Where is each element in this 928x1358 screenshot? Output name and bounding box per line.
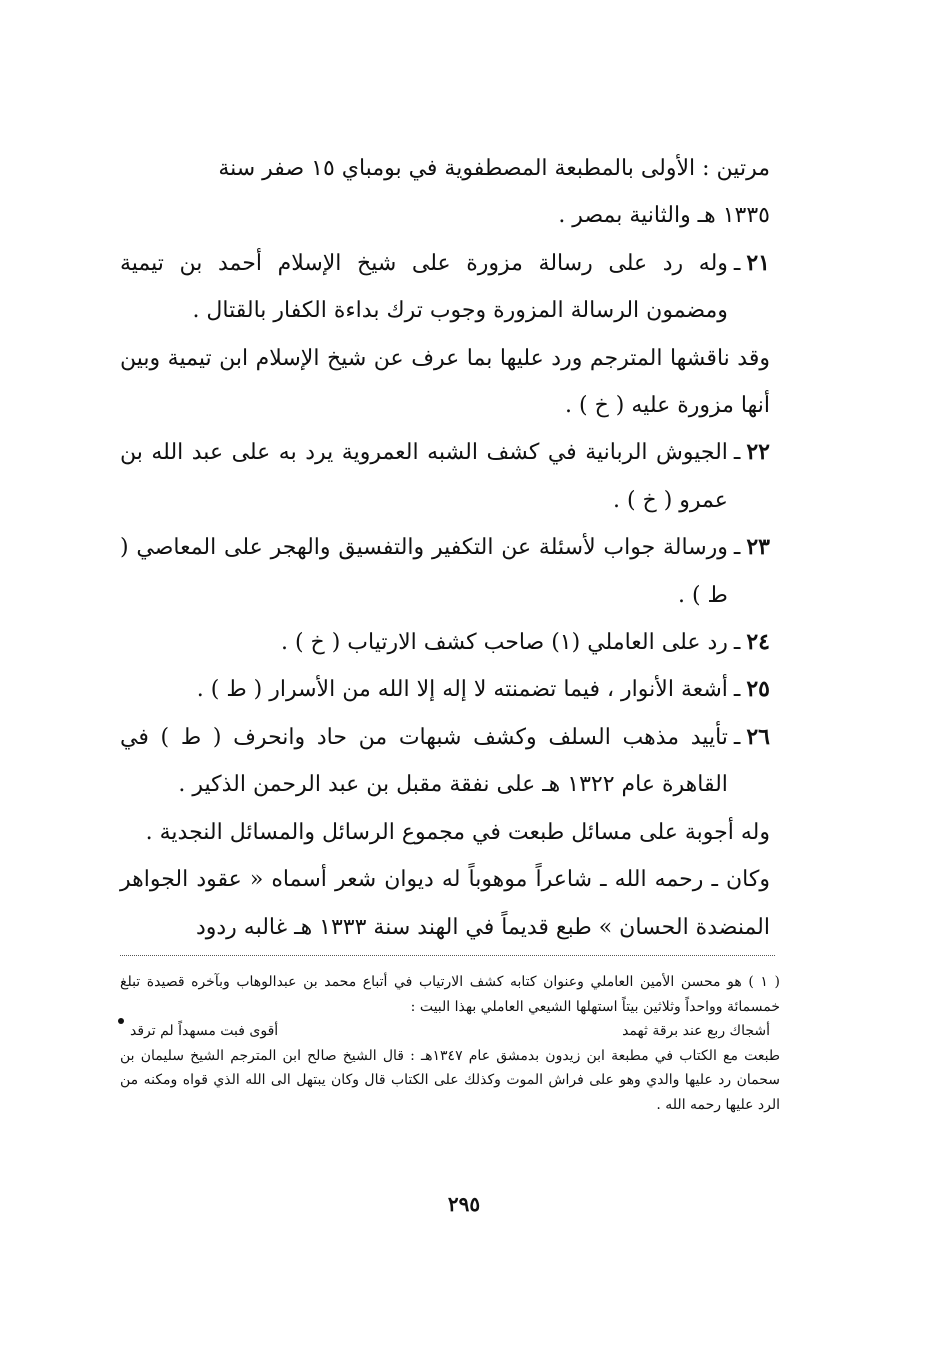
entry-dash: ـ xyxy=(733,250,741,276)
list-item xyxy=(120,429,770,524)
verse-first-hemistich: أشجاك ربع عند برقة ثهمد xyxy=(622,1023,770,1040)
entry-text: وله رد على رسالة مزورة على شيخ الإسلام أحمد بن تيمية ومضمون الرسالة المزورة وجوب ترك بداءة الكفار بالقتال . xyxy=(120,250,728,324)
entry-number: ٢٥ xyxy=(746,676,770,703)
list-item xyxy=(120,666,770,713)
page-number: ٢٩٥ xyxy=(447,1192,481,1216)
list-item xyxy=(120,714,770,809)
verse-second-hemistich: أقوى فبت مسهداً لم ترقد xyxy=(130,1023,279,1040)
entry-number: ٢٦ xyxy=(746,723,770,750)
list-item xyxy=(120,524,770,619)
entry-number: ٢٣ xyxy=(746,534,770,561)
intro-line-2: ١٣٣٥ هـ والثانية بمصر . xyxy=(558,203,770,229)
list-item xyxy=(120,619,770,666)
closing-paragraph-2: وكان ـ رحمه الله ـ شاعراً موهوباً له ديوان شعر أسماه « عقود الجواهر المنضدة الحسان » طبع قديماً في الهند سنة ١٣٣٣ هـ غالبه ردود xyxy=(120,867,770,940)
entry-number: ٢١ xyxy=(746,249,770,276)
main-text xyxy=(120,145,770,951)
entry-dash: ـ xyxy=(733,630,741,656)
entry-text: ورسالة جواب لأسئلة عن التكفير والتفسيق والهجر على المعاصي ( ط ) . xyxy=(120,535,728,608)
entry-21-continuation: وقد ناقشها المترجم ورد عليها بما عرف عن شيخ الإسلام ابن تيمية وبين أنها مزورة عليه ( خ ) . xyxy=(120,345,770,419)
entry-text: رد على العاملي (١) صاحب كشف الارتياب ( خ ) . xyxy=(280,630,728,656)
footnote-separator xyxy=(120,955,775,956)
entry-text: أشعة الأنوار ، فيما تضمنته لا إله إلا الله من الأسرار ( ط ) . xyxy=(196,677,728,703)
poem-verse xyxy=(120,1019,780,1044)
footnote-text-2: طبعت مع الكتاب في مطبعة ابن زيدون بدمشق عام ١٣٤٧هـ : قال الشيخ صالح ابن المترجم الشيخ سليمان بن سحمان رد عليها والدي وهو على فراش الموت وكذلك على الكتاب قال وكان يبتهل الى الله الذي قواه ومكنه من الرد عليها رحمه الله . xyxy=(120,1047,780,1113)
entry-dash: ـ xyxy=(733,677,741,703)
entry-text: تأييد مذهب السلف وكشف شبهات من حاد وانحرف ( ط ) في القاهرة عام ١٣٢٢ هـ على نفقة مقبل بن عبد الرحمن الذكير . xyxy=(120,724,728,798)
entry-dash: ـ xyxy=(733,724,741,750)
closing-paragraph-1: وله أجوبة على مسائل طبعت في مجموع الرسائل والمسائل النجدية . xyxy=(145,819,770,845)
entry-number: ٢٤ xyxy=(746,629,770,656)
entry-dash: ـ xyxy=(733,440,741,466)
entry-dash: ـ xyxy=(733,535,741,561)
list-item xyxy=(120,240,770,335)
footnote-text-1: ( ١ ) هو محسن الأمين العاملي وعنوان كتابه كشف الارتياب في أتباع محمد بن عبدالوهاب وبآخره قصيدة تبلغ خمسمائة وواحداً وثلاثين بيتاً استهلها الشيعي العاملي بهذا البيت : xyxy=(120,974,780,1015)
entry-number: ٢٢ xyxy=(746,439,770,466)
footnote xyxy=(120,970,780,1118)
entry-text: الجيوش الربانية في كشف الشبه العمروية يرد به على عبد الله بن عمرو ( خ ) . xyxy=(120,440,728,513)
intro-line-1: مرتين : الأولى بالمطبعة المصطفوية في بومباي ١٥ صفر سنة xyxy=(218,156,770,181)
